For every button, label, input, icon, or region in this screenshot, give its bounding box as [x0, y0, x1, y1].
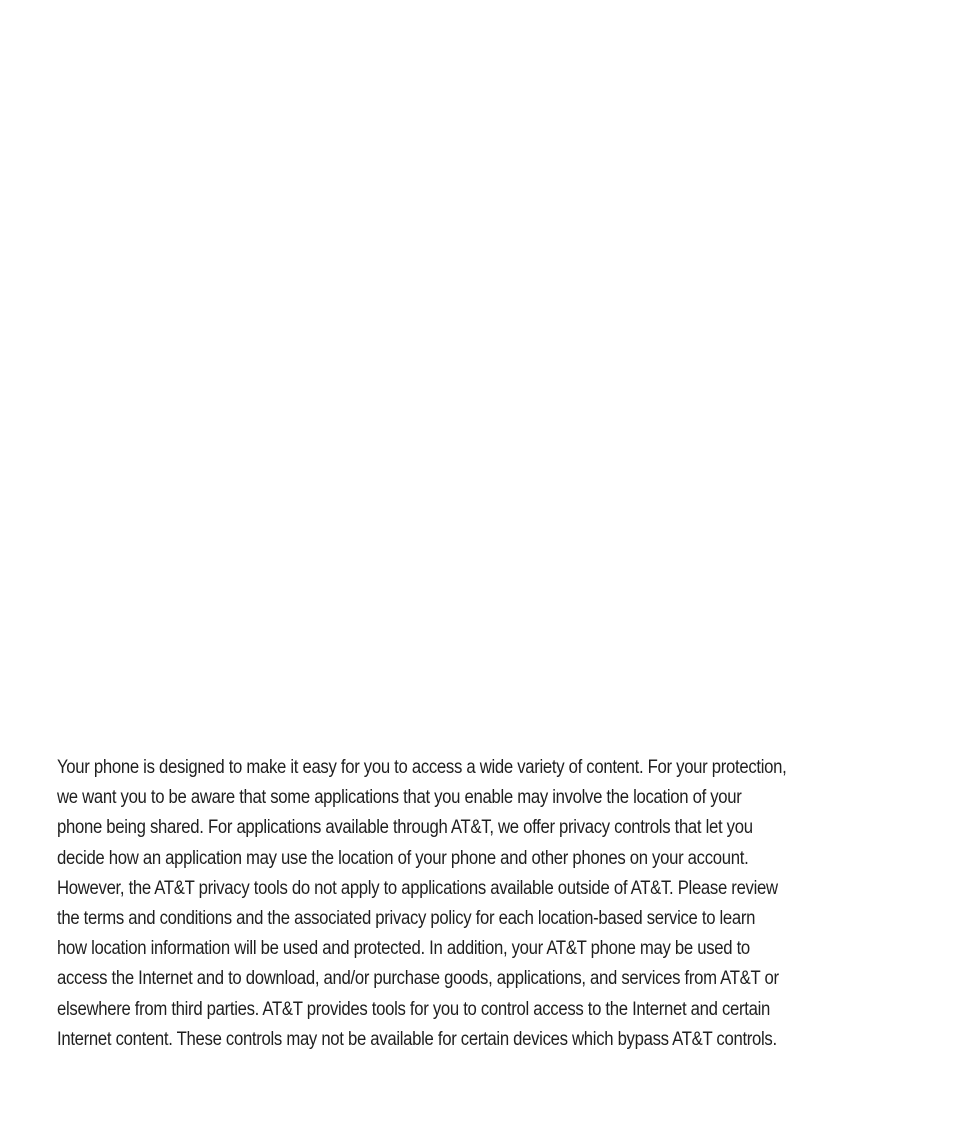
paragraph-line-2: we want you to be aware that some applications that you enable may involve the location of your [57, 787, 742, 809]
paragraph-line-10: Internet content. These controls may not be available for certain devices which bypass AT&T controls. [57, 1028, 777, 1050]
paragraph-line-8: access the Internet and to download, and/or purchase goods, applications, and services from AT&T or [57, 968, 779, 990]
paragraph-line-5: However, the AT&T privacy tools do not apply to applications available outside of AT&T. Please review [57, 877, 778, 899]
privacy-notice-paragraph [57, 753, 796, 1055]
paragraph-line-4: decide how an application may use the location of your phone and other phones on your account. [57, 847, 749, 869]
paragraph-line-3: phone being shared. For applications available through AT&T, we offer privacy controls that let you [57, 817, 753, 839]
paragraph-line-6: the terms and conditions and the associated privacy policy for each location-based service to learn [57, 908, 756, 930]
paragraph-line-7: how location information will be used and protected. In addition, your AT&T phone may be used to [57, 938, 750, 960]
paragraph-line-9: elsewhere from third parties. AT&T provides tools for you to control access to the Internet and certain [57, 998, 771, 1020]
paragraph-line-1: Your phone is designed to make it easy for you to access a wide variety of content. For your protection, [57, 757, 787, 778]
